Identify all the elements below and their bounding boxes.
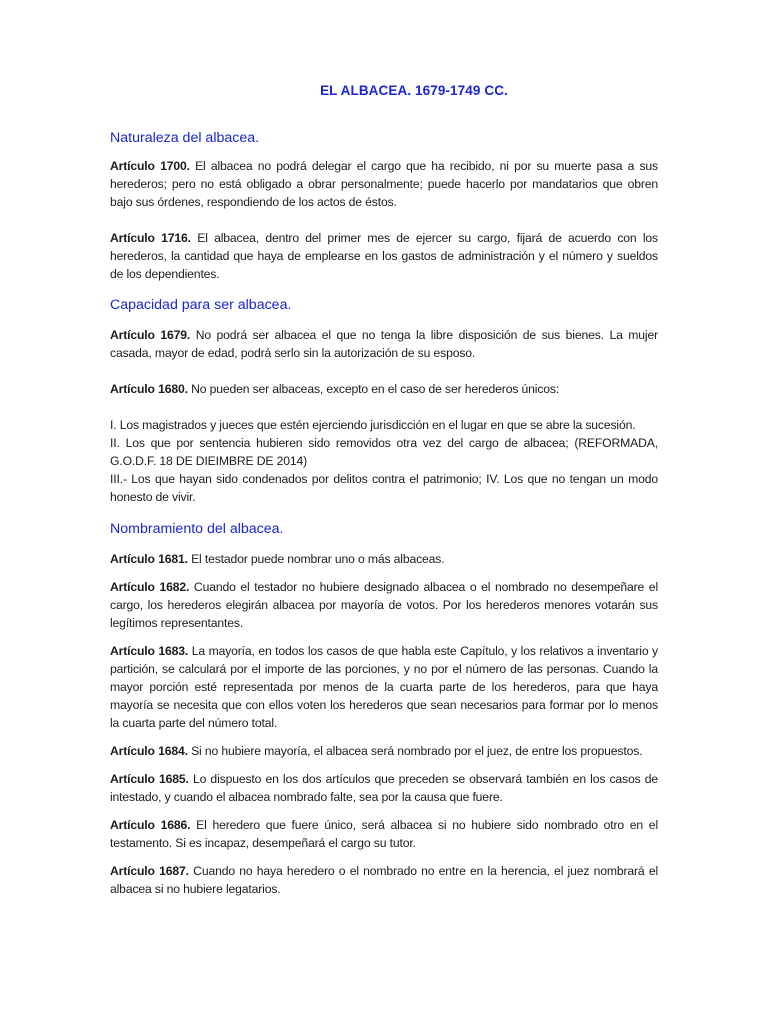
article-1716 [110, 229, 658, 283]
article-text: El albacea no podrá delegar el cargo que ha recibido, ni por su muerte pasa a sus herederos; pero no está obligado a obrar personalmente; puede hacerlo por mandatarios que obren bajo sus órdenes, respondiendo de los actos de éstos. [110, 159, 658, 209]
article-1683 [110, 642, 658, 732]
article-text: Cuando el testador no hubiere designado albacea o el nombrado no desempeñare el cargo, los herederos elegirán albacea por mayoría de votos. Por los herederos menores votarán sus legítimos representantes. [110, 580, 658, 630]
article-text: No podrá ser albacea el que no tenga la libre disposición de sus bienes. La mujer casada, mayor de edad, podrá serlo sin la autorización de su esposo. [110, 328, 659, 360]
article-number: Artículo 1682. [110, 580, 190, 594]
article-1700 [110, 157, 658, 211]
article-number: Artículo 1700. [110, 159, 190, 173]
section-heading-nombramiento: Nombramiento del albacea. [110, 521, 284, 537]
article-text: La mayoría, en todos los casos de que habla este Capítulo, y los relativos a inventario y partición, se calculará por el importe de las porciones, y no por el número de las personas. Cuando la mayor porción esté representada por menos de la cuarta parte de los herederos, para que haya mayoría se necesita que con ellos voten los herederos que sean necesarios para formar por lo menos la cuarta parte del número total. [110, 644, 658, 730]
article-number: Artículo 1687. [110, 864, 189, 878]
article-1681 [110, 550, 658, 568]
article-text: El heredero que fuere único, será albacea si no hubiere sido nombrado otro en el testamento. Si es incapaz, desempeñará el cargo su tutor. [110, 818, 658, 850]
article-text: No pueden ser albaceas, excepto en el caso de ser herederos únicos: [187, 382, 560, 396]
article-text: Si no hubiere mayoría, el albacea será nombrado por el juez, de entre los propuestos. [187, 744, 643, 758]
article-1686 [110, 816, 658, 852]
article-1684 [110, 742, 658, 760]
article-text: Cuando no haya heredero o el nombrado no entre en la herencia, el juez nombrará el albacea si no hubiere legatarios. [110, 864, 659, 896]
article-number: Artículo 1684. [110, 744, 188, 758]
document-title: EL ALBACEA. 1679-1749 CC. [320, 83, 508, 98]
article-number: Artículo 1685. [110, 772, 189, 786]
article-number: Artículo 1686. [110, 818, 191, 832]
article-number: Artículo 1679. [110, 328, 191, 342]
article-1682 [110, 578, 658, 632]
article-number: Artículo 1680. [110, 382, 188, 396]
section-heading-naturaleza: Naturaleza del albacea. [110, 130, 260, 146]
article-number: Artículo 1681. [110, 552, 188, 566]
article-1680 [110, 380, 658, 398]
article-text: El albacea, dentro del primer mes de ejercer su cargo, fijará de acuerdo con los herederos, la cantidad que haya de emplearse en los gastos de administración y el número y sueldos de los dependientes. [110, 231, 659, 281]
article-number: Artículo 1683. [110, 644, 189, 658]
list-item-I: I. Los magistrados y jueces que estén ejerciendo jurisdicción en el lugar en que se abre la sucesión. [110, 418, 636, 432]
section-heading-capacidad: Capacidad para ser albacea. [110, 297, 292, 313]
article-number: Artículo 1716. [110, 231, 191, 245]
list-item-III: III.- Los que hayan sido condenados por delitos contra el patrimonio; IV. Los que no tengan un modo honesto de vivir. [110, 472, 658, 504]
article-1687 [110, 862, 658, 898]
article-text: Lo dispuesto en los dos artículos que preceden se observará también en los casos de intestado, y cuando el albacea nombrado falte, sea por la causa que fuere. [110, 772, 658, 804]
article-1685 [110, 770, 658, 806]
article-1679 [110, 326, 658, 362]
list-item-II: II. Los que por sentencia hubieren sido removidos otra vez del cargo de albacea; (REFORMADA, G.O.D.F. 18 DE DIEIMBRE DE 2014) [110, 436, 658, 468]
article-text: El testador puede nombrar uno o más albaceas. [187, 552, 445, 566]
